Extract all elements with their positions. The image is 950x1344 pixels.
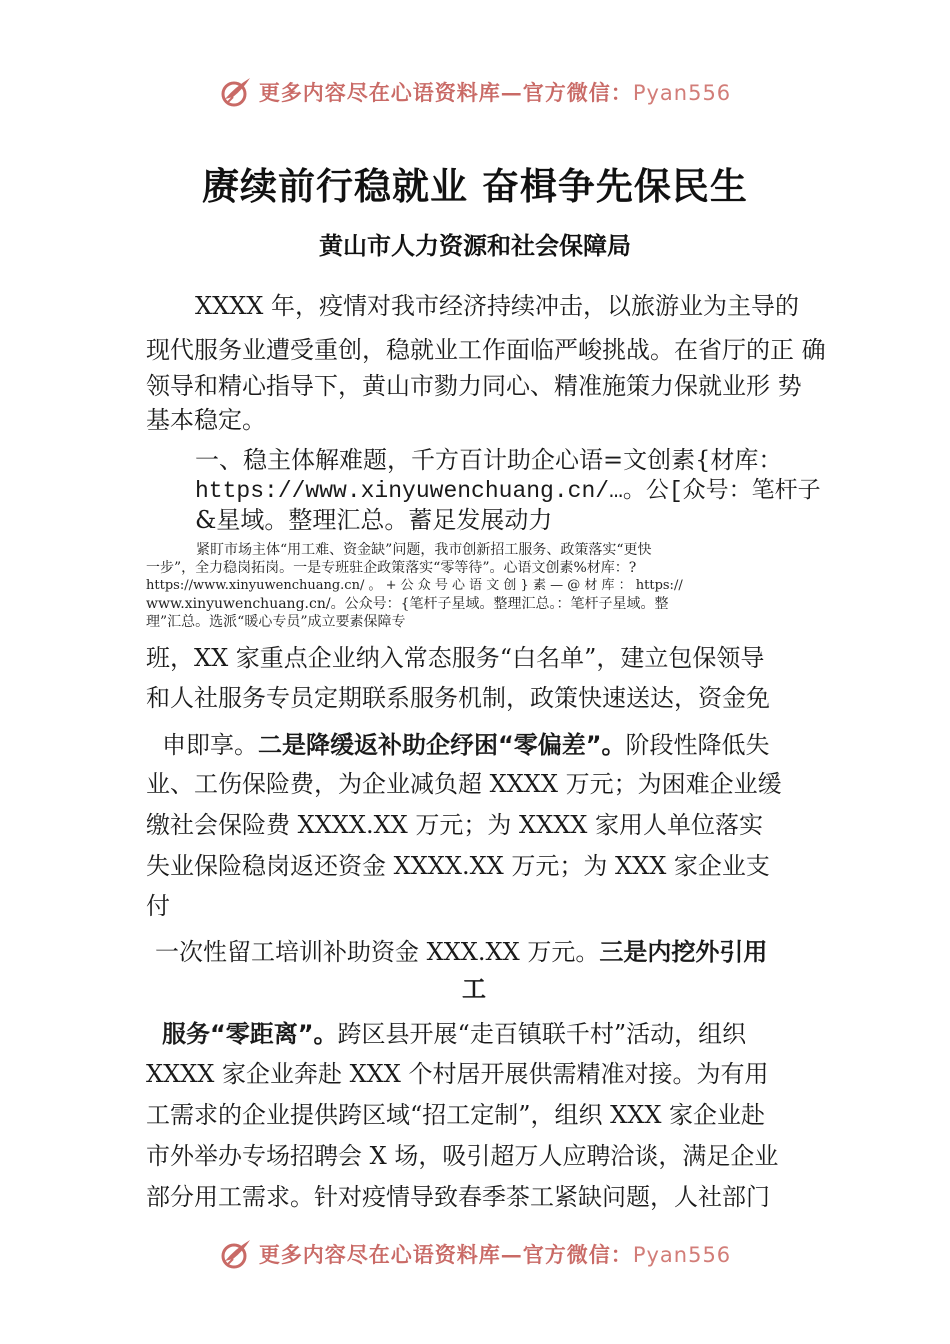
text-line: 基本稳定。: [146, 406, 266, 434]
bold-heading-run: 三是内挖外引用: [599, 938, 768, 966]
wechat-id: Pyan556: [632, 1243, 732, 1267]
section-heading-line: &星域。整理汇总。蓄足发展动力: [195, 506, 553, 534]
text-line: 领导和精心指导下，黄山市勠力同心、精准施策力保就业形 势: [146, 372, 802, 400]
banner-label: 更多内容尽在心语资料库—官方微信：: [258, 1242, 633, 1267]
wechat-id: Pyan556: [632, 81, 732, 105]
text-line: [162, 725, 770, 760]
text-run: 阶段性降低失: [625, 731, 770, 759]
header-banner: [0, 72, 950, 112]
text-line: XXXX 年，疫情对我市经济持续冲击，以旅游业为主导的: [195, 292, 799, 320]
small-text-line: 一步”，全力稳岗拓岗。一是专班驻企政策落实“零等待”。心语文创素%材库：?: [146, 560, 637, 576]
bold-heading-run: 服务“零距离”。: [162, 1020, 338, 1048]
text-line: 失业保险稳岗返还资金 XXXX.XX 万元；为 XXX 家企业支: [146, 852, 770, 880]
text-line: 市外举办专场招聘会 X 场，吸引超万人应聘洽谈，满足企业: [146, 1142, 779, 1170]
text-line: [155, 932, 767, 967]
bold-heading-run: 二是降缓返补助企纾困“零偏差”。: [258, 731, 626, 759]
text-line: 工需求的企业提供跨区域“招工定制”，组织 XXX 家企业赴: [146, 1101, 766, 1129]
footer-banner: [0, 1234, 950, 1274]
text-line: 现代服务业遭受重创，稳就业工作面临严峻挑战。在省厅的正 确: [146, 336, 826, 364]
text-run: 申即享。: [162, 731, 258, 759]
text-run: 跨区县开展“走百镇联千村”活动，组织: [337, 1020, 747, 1048]
text-line: 缴社会保险费 XXXX.XX 万元；为 XXXX 家用人单位落实: [146, 811, 764, 839]
document-title: 赓续前行稳就业 奋楫争先保民生: [202, 164, 748, 208]
quill-logo-icon: [219, 75, 253, 109]
banner-label: 更多内容尽在心语资料库—官方微信：: [258, 80, 633, 105]
text-line: 班，XX 家重点企业纳入常态服务“白名单”，建立包保领导: [146, 644, 765, 672]
section-heading-line: https://www.xinyuwenchuang.cn/…。公[众号：笔杆子: [195, 478, 821, 504]
section-heading-line: 一、稳主体解难题，千方百计助企心语=文创素{材库：: [195, 446, 783, 474]
small-text-line: www.xinyuwenchuang.cn/。公众号：{笔杆子星域。整理汇总。：笔杆子星域。整: [146, 596, 669, 612]
text-line: XXXX 家企业奔赴 XXX 个村居开展供需精准对接。为有用: [146, 1060, 769, 1088]
small-text-line: https://www.xinyuwenchuang.cn/ 。 + 公 众 号 心 语 文 创 } 素 — @ 材 库 ： https://: [146, 578, 683, 593]
text-line: 付: [146, 892, 170, 920]
text-line: 和人社服务专员定期联系服务机制，政策快速送达，资金免: [146, 684, 770, 712]
bold-heading-run: 工: [462, 975, 486, 1003]
banner-text: [259, 1239, 731, 1269]
text-line: 部分用工需求。针对疫情导致春季茶工紧缺问题，人社部门: [146, 1183, 770, 1211]
banner-text: [259, 77, 731, 107]
text-line: 业、工伤保险费，为企业减负超 XXXX 万元；为困难企业缓: [146, 770, 782, 798]
document-author: 黄山市人力资源和社会保障局: [319, 232, 631, 260]
small-text-line: 紧盯市场主体“用工难、资金缺”问题，我市创新招工服务、政策落实“更快: [196, 542, 652, 558]
text-run: 一次性留工培训补助资金 XXX.XX 万元。: [155, 938, 600, 966]
text-line: [162, 1014, 746, 1049]
small-text-line: 理”汇总。选派“暖心专员”成立要素保障专: [146, 614, 406, 630]
quill-logo-icon: [219, 1237, 253, 1271]
